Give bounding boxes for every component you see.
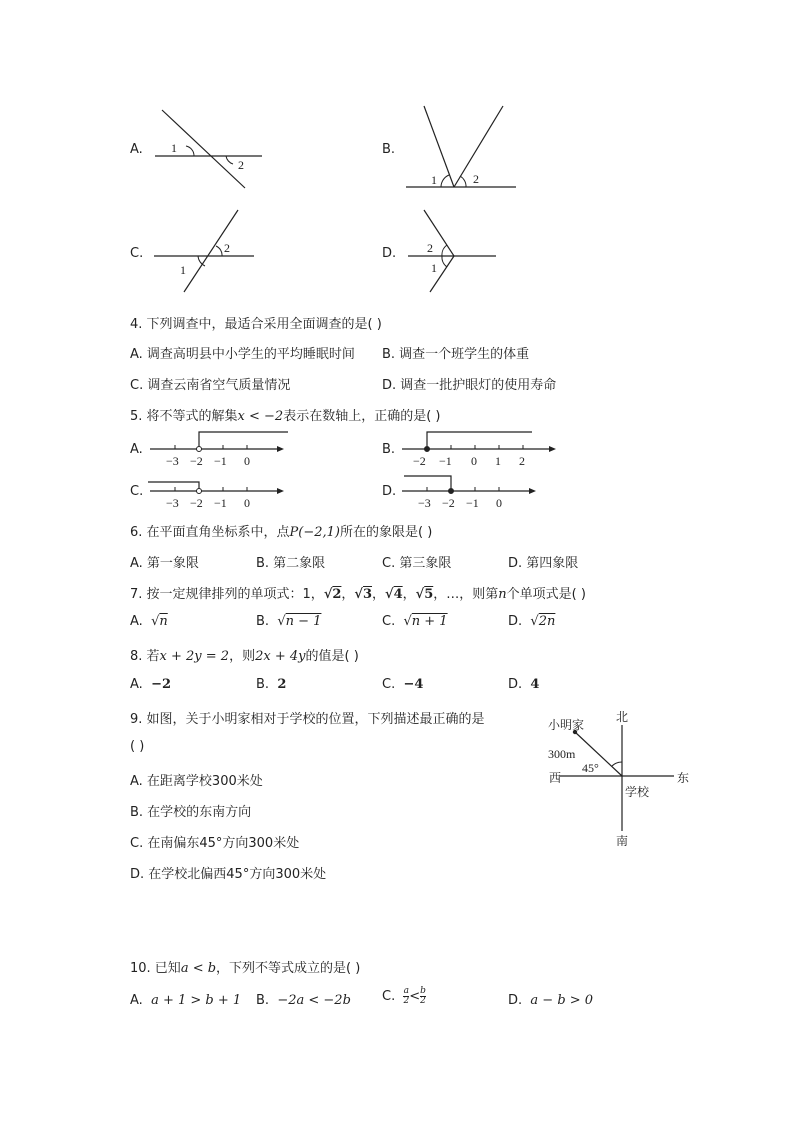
q5-option-c-letter: C. — [130, 484, 144, 499]
tick-label: −2 — [190, 496, 203, 510]
tick-label: −2 — [442, 496, 455, 510]
q8-option-a: A. −2 — [130, 677, 172, 692]
tick-label: −3 — [166, 496, 179, 510]
tick-label: 0 — [496, 496, 502, 510]
q10-option-c: C. $\frac{a}{2}$ < $\frac{b}{2}$ — [382, 986, 426, 1006]
q9-direction-diagram — [540, 705, 700, 851]
q6-option-c: C. 第三象限 — [382, 556, 452, 571]
angle-option-c-letter: C. — [130, 246, 144, 261]
q6-option-b: B. 第二象限 — [256, 556, 326, 571]
tick-label: 0 — [244, 454, 250, 468]
q9-stem-line1: 9. 如图，关于小明家相对于学校的位置，下列描述最正确的是 — [130, 712, 485, 727]
q4-stem: 4. 下列调查中，最适合采用全面调查的是( ) — [130, 317, 382, 332]
q7-option-c: C. √n + 1 — [382, 614, 448, 629]
q9-option-d: D. 在学校北偏西45°方向300米处 — [130, 867, 327, 882]
angle-a-label-2: 2 — [238, 158, 244, 172]
tick-label: −1 — [466, 496, 479, 510]
q7-option-a: A. √n — [130, 614, 168, 629]
q8-option-c: C. −4 — [382, 677, 424, 692]
q5-number-line-b — [400, 428, 562, 470]
angle-d-label-1: 1 — [431, 261, 437, 275]
q6-stem: 6. 在平面直角坐标系中，点P(−2,1)所在的象限是( ) — [130, 525, 433, 540]
q4-option-b: B. 调查一个班学生的体重 — [382, 347, 530, 362]
home-label: 小明家 — [548, 718, 585, 732]
tick-label: −1 — [439, 454, 452, 468]
q5-option-b-letter: B. — [382, 442, 396, 457]
q5-stem: 5. 将不等式的解集x < −2表示在数轴上，正确的是( ) — [130, 409, 441, 424]
angle-option-b-letter: B. — [382, 142, 396, 157]
fraction: $\frac{b}{2}$ — [420, 986, 426, 1006]
tick-label: −3 — [418, 496, 431, 510]
q8-stem: 8. 若x + 2y = 2，则2x + 4y的值是( ) — [130, 649, 359, 664]
q10-option-d: D. a − b > 0 — [508, 993, 594, 1008]
distance-label: 300m — [548, 747, 576, 761]
angle-b-label-2: 2 — [473, 172, 479, 186]
angle-d-label-2: 2 — [427, 241, 433, 255]
angle-figure-a — [150, 108, 265, 190]
q10-option-b: B. −2a < −2b — [256, 993, 351, 1008]
q4-option-c: C. 调查云南省空气质量情况 — [130, 378, 291, 393]
q10-option-a: A. a + 1 > b + 1 — [130, 993, 242, 1008]
west-label: 西 — [549, 771, 562, 785]
q8-option-b: B. 2 — [256, 677, 287, 692]
q7-option-b: B. √n − 1 — [256, 614, 322, 629]
angle-a-label-1: 1 — [171, 141, 177, 155]
north-label: 北 — [616, 710, 629, 724]
tick-label: 1 — [495, 454, 501, 468]
q7-stem: 7. 按一定规律排列的单项式：1，√2，√3，√4，√5，…，则第n个单项式是( ) — [130, 587, 586, 602]
angle-option-a-letter: A. — [130, 142, 143, 157]
tick-label: 0 — [471, 454, 477, 468]
q6-option-d: D. 第四象限 — [508, 556, 579, 571]
tick-label: −2 — [413, 454, 426, 468]
tick-label: −2 — [190, 454, 203, 468]
angle-figure-b — [402, 104, 520, 194]
angle-figure-c — [150, 208, 260, 296]
angle-c-label-1: 1 — [180, 263, 186, 277]
tick-label: 0 — [244, 496, 250, 510]
angle-figure-d — [402, 208, 502, 296]
q9-option-b: B. 在学校的东南方向 — [130, 805, 252, 820]
q5-number-line-d — [400, 470, 540, 512]
q9-option-a: A. 在距离学校300米处 — [130, 774, 263, 789]
q5-option-d-letter: D. — [382, 484, 397, 499]
angle-option-d-letter: D. — [382, 246, 397, 261]
tick-label: −1 — [214, 454, 227, 468]
angle-b-label-1: 1 — [431, 173, 437, 187]
fraction: $\frac{a}{2}$ — [403, 986, 410, 1006]
q5-option-a-letter: A. — [130, 442, 143, 457]
tick-label: −1 — [214, 496, 227, 510]
school-label: 学校 — [625, 785, 650, 799]
angle-c-label-2: 2 — [224, 241, 230, 255]
q7-option-d: D. √2n — [508, 614, 556, 629]
q5-number-line-c — [148, 470, 288, 512]
q8-option-d: D. 4 — [508, 677, 540, 692]
q10-stem: 10. 已知a < b，下列不等式成立的是( ) — [130, 961, 361, 976]
q6-option-a: A. 第一象限 — [130, 556, 199, 571]
east-label: 东 — [677, 771, 690, 785]
tick-label: 2 — [519, 454, 525, 468]
tick-label: −3 — [166, 454, 179, 468]
q9-option-c: C. 在南偏东45°方向300米处 — [130, 836, 300, 851]
q4-option-d: D. 调查一批护眼灯的使用寿命 — [382, 378, 557, 393]
south-label: 南 — [616, 834, 629, 848]
q4-option-a: A. 调查高明县中小学生的平均睡眠时间 — [130, 347, 355, 362]
angle-label: 45° — [582, 761, 599, 775]
q5-number-line-a — [148, 428, 288, 470]
q9-stem-line2: ( ) — [130, 739, 145, 754]
